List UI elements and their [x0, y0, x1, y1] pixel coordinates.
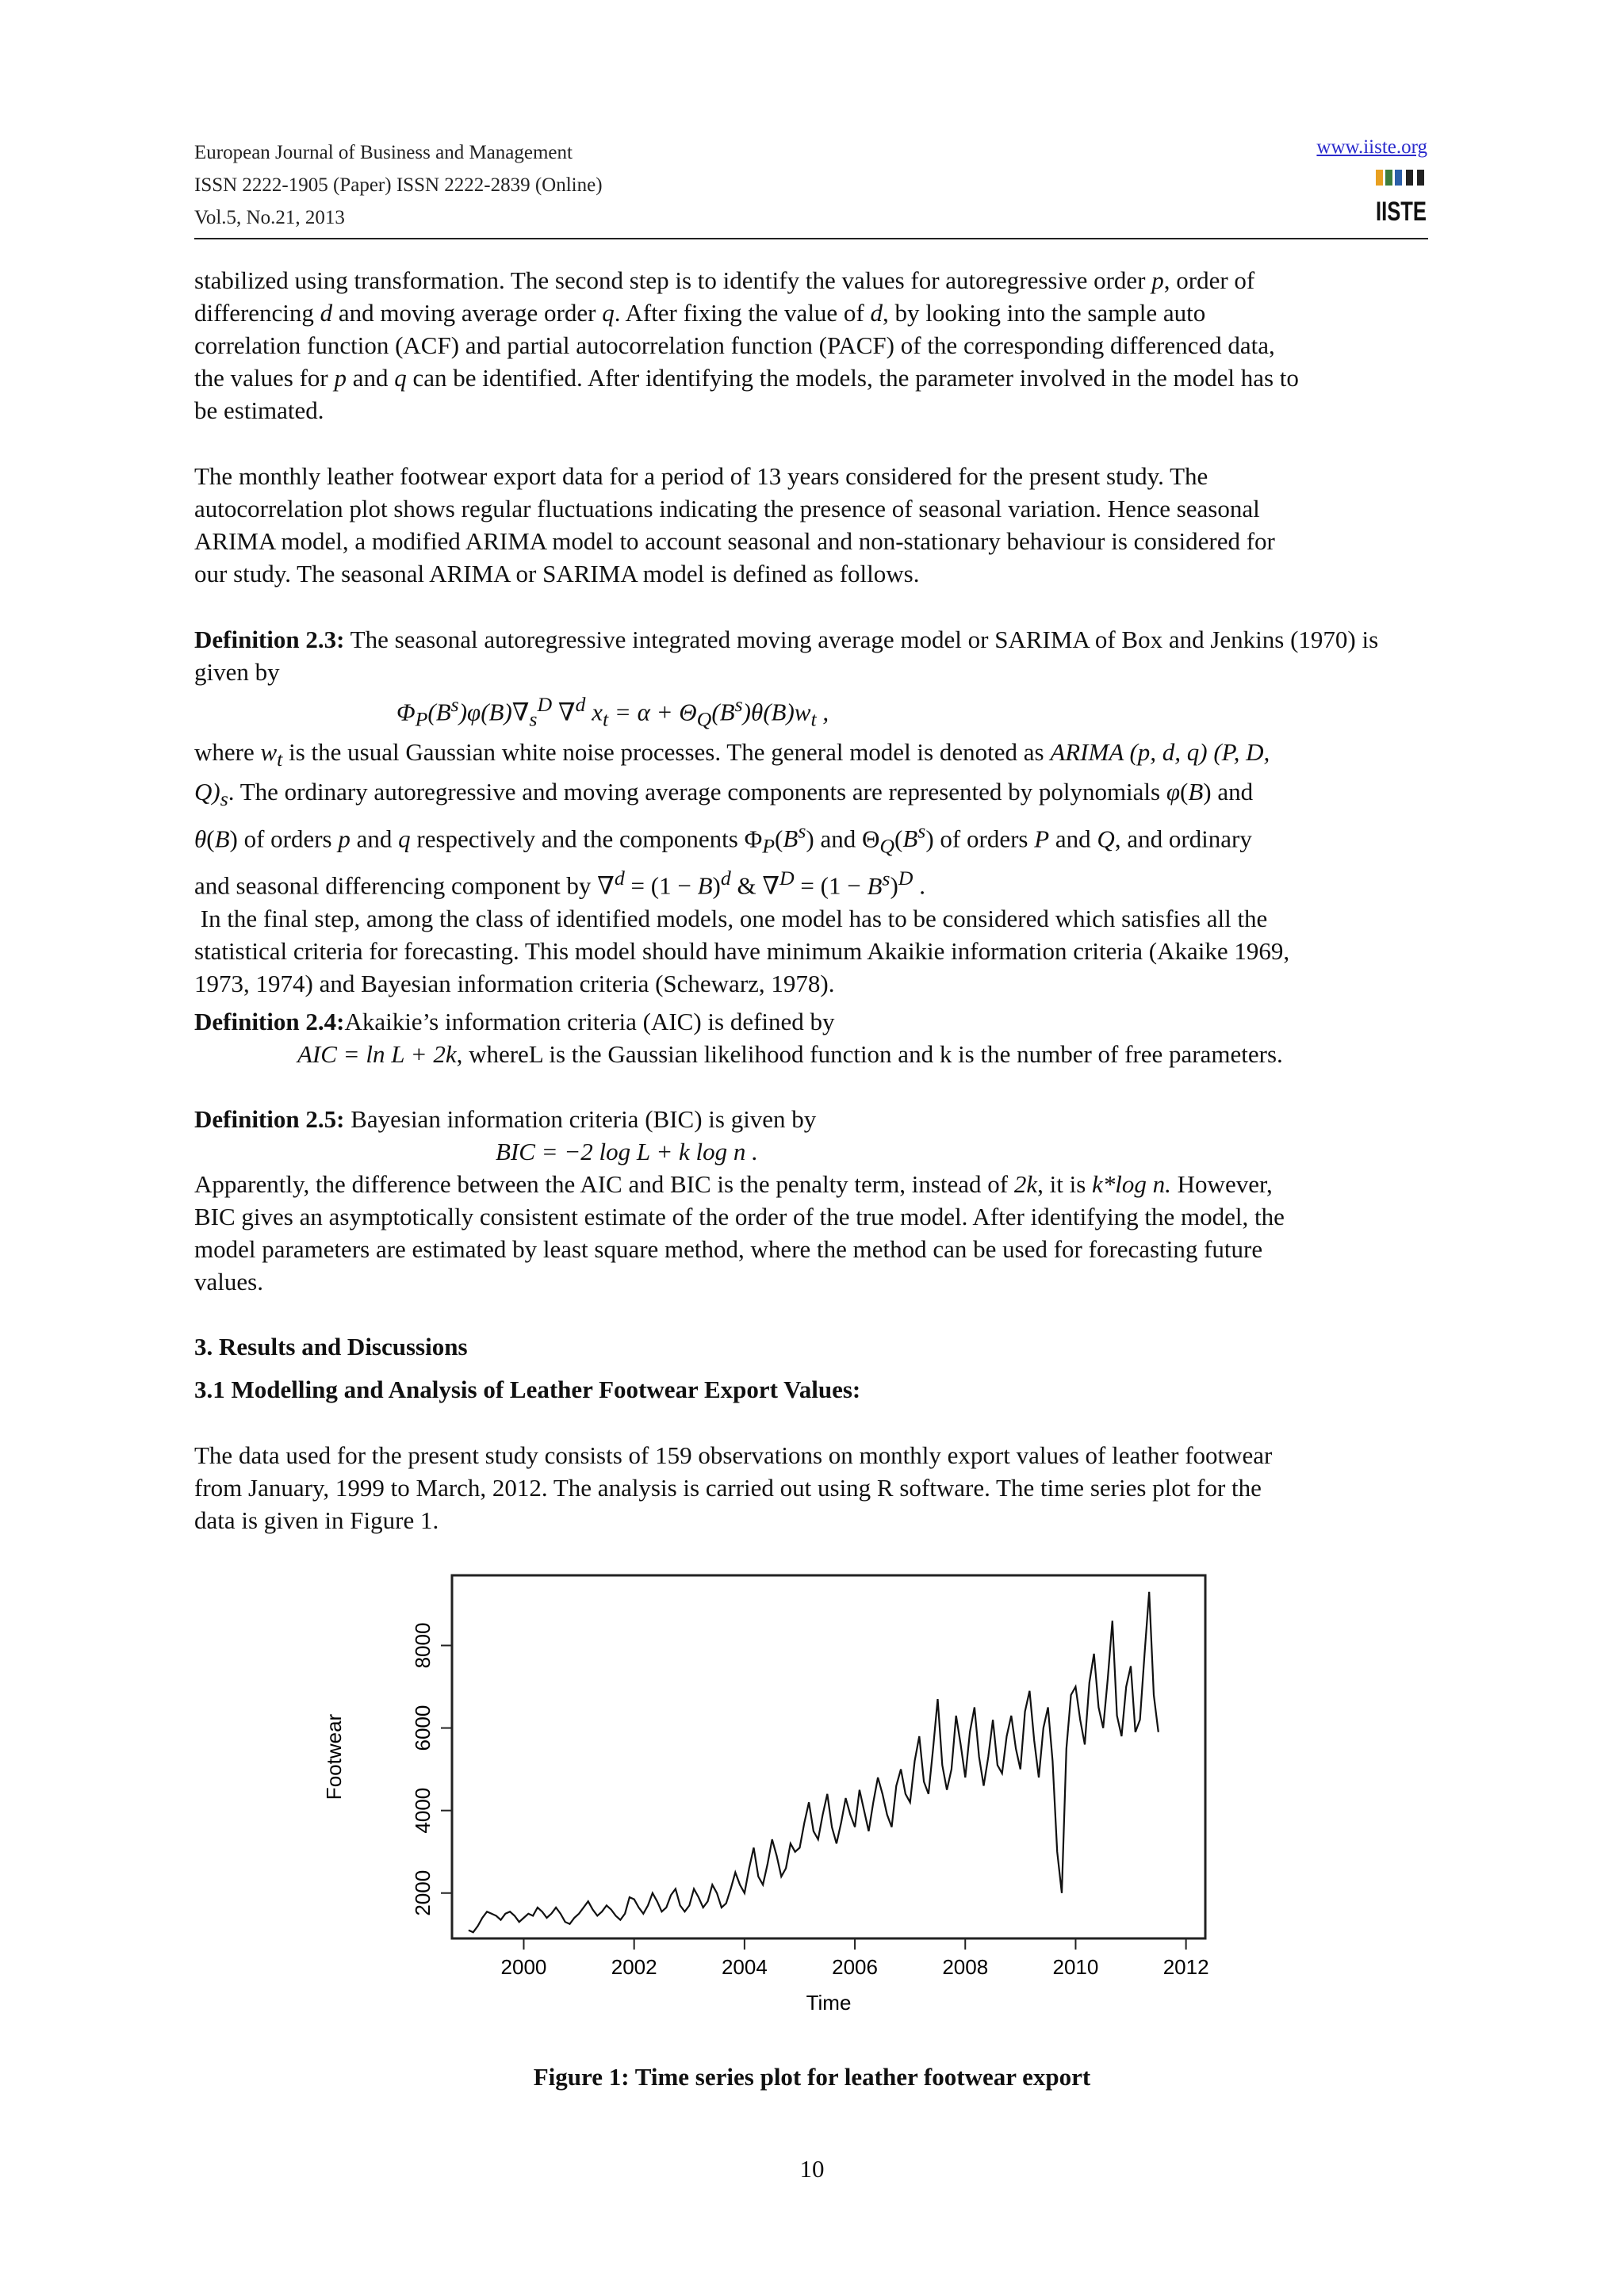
definition-2-5: Definition 2.5: Bayesian information criteria (BIC) is given by BIC = −2 log L + k log n . Apparently, the difference between the AIC and BIC is the penalty term, instead of 2k, it is k*log n. However, BIC gives an asymptotically consistent estimate of the order of the true model. After identifying the model, the model parameters are estimated by least square method, where the method can be used for forecasting future values. [194, 1103, 1431, 1298]
y-tick-label: 6000 [411, 1705, 435, 1751]
def23-text: The seasonal autoregressive integrated moving average model or SARIMA of Box and Jenkins (1970) is given by [194, 626, 1379, 686]
paragraph-1: stabilized using transformation. The second step is to identify the values for autoregressive order p, order of differencing d and moving average order q. After fixing the value of d, by looking into the sample auto correlation function (ACF) and partial autocorrelation function (PACF) of the corresponding differenced data, the values for p and q can be identified. After identifying the models, the parameter involved in the model has to be estimated. [194, 266, 1299, 424]
x-tick-label: 2012 [1162, 1955, 1209, 1979]
paragraph-2: The monthly leather footwear export data for a period of 13 years considered for the present study. The autocorrelation plot shows regular fluctuations indicating the presence of seasonal variation. Hence seasonal ARIMA model, a modified ARIMA model to account seasonal and non-stationary behaviour is considered for our study. The seasonal ARIMA or SARIMA model is defined as follows. [194, 462, 1275, 587]
x-tick-label: 2008 [942, 1955, 989, 1979]
paragraph-5: The data used for the present study consists of 159 observations on monthly export values of leather footwear from January, 1999 to March, 2012. The analysis is carried out using R software. The time series plot for the data is given in Figure 1. [194, 1441, 1273, 1534]
sarima-equation: $\Phi_P(B^s)\varphi(B)\nabla_s^D$ ∇$^d$ $x_t = \alpha + \Theta_Q(B^s)\theta(B)w_t$ , [396, 693, 829, 731]
x-tick-label: 2004 [721, 1955, 768, 1979]
def25-label: Definition 2.5: [194, 1105, 345, 1133]
definition-2-4 [194, 1005, 1431, 1070]
bic-equation: BIC = −2 log L + k log n . [496, 1138, 758, 1165]
page-number: 10 [799, 2155, 825, 2183]
aic-equation: AIC = ln L + 2k [297, 1040, 457, 1068]
plot-frame [452, 1575, 1205, 1938]
iiste-logo [1374, 168, 1428, 227]
y-axis-label: Footwear [322, 1713, 346, 1800]
x-tick-label: 2002 [611, 1955, 657, 1979]
journal-title: European Journal of Business and Management [194, 142, 573, 163]
def24-text: Akaikie’s information criteria (AIC) is defined by [344, 1008, 835, 1035]
journal-header [194, 136, 603, 234]
x-tick-label: 2000 [500, 1955, 547, 1979]
section-3-heading: 3. Results and Discussions [194, 1333, 468, 1360]
footwear-series-line [469, 1592, 1159, 1932]
y-tick-label: 4000 [411, 1787, 435, 1834]
journal-url-link[interactable]: www.iiste.org [1316, 136, 1427, 158]
x-axis [501, 1938, 1209, 1979]
def24-tail: , whereL is the Gaussian likelihood function and k is the number of free parameters. [456, 1040, 1283, 1068]
def25-text: Bayesian information criteria (BIC) is given by [344, 1105, 817, 1133]
header-rule [194, 238, 1428, 239]
time-series-chart [317, 1566, 1229, 2034]
journal-volume: Vol.5, No.21, 2013 [194, 207, 345, 228]
x-axis-label: Time [806, 1991, 852, 2015]
y-axis [411, 1623, 452, 1916]
y-tick-label: 8000 [411, 1622, 435, 1669]
journal-issn: ISSN 2222-1905 (Paper) ISSN 2222-2839 (Online) [194, 174, 603, 196]
figure-1 [317, 1566, 1229, 2034]
y-tick-label: 2000 [411, 1869, 435, 1916]
x-tick-label: 2006 [832, 1955, 878, 1979]
definition-2-3: Definition 2.3: The seasonal autoregressive integrated moving average model or SARIMA of Box and Jenkins (1970) is given by $\Phi_P(B^s)\varphi(B)\nabla_s^D$ ∇$^d$ $x_t = \alpha + \Theta_Q(B^s)\theta(B)w_t$ , where $w_t$ is the usual Gaussian white noise processes. The general model is denoted as ARIMA (p, d, q) (P, D, $Q)_s$. The ordinary autoregressive and moving average components are represented by polynomials φ(B) and θ(B) of orders p and q respectively and the components $\Phi_P(B^s)$ and $\Theta_Q(B^s)$ of orders P and Q, and ordinary and seasonal differencing component by $\nabla^d = (1 - B)^d$ & $\nabla^D = (1 - B^s)^D$ . In the final step, among the class of identified models, one model has to be considered which satisfies all the statistical criteria for forecasting. This model should have minimum Akaikie information criteria (Akaike 1969, 1973, 1974) and Bayesian information criteria (Schewarz, 1978). [194, 623, 1431, 1000]
x-tick-label: 2010 [1052, 1955, 1099, 1979]
def23-label: Definition 2.3: [194, 626, 345, 653]
figure-caption: Figure 1: Time series plot for leather footwear export [533, 2063, 1091, 2091]
def24-label: Definition 2.4: [194, 1008, 345, 1035]
section-3-1-heading: 3.1 Modelling and Analysis of Leather Footwear Export Values: [194, 1376, 861, 1403]
logo-text: IISTE [1376, 197, 1427, 227]
